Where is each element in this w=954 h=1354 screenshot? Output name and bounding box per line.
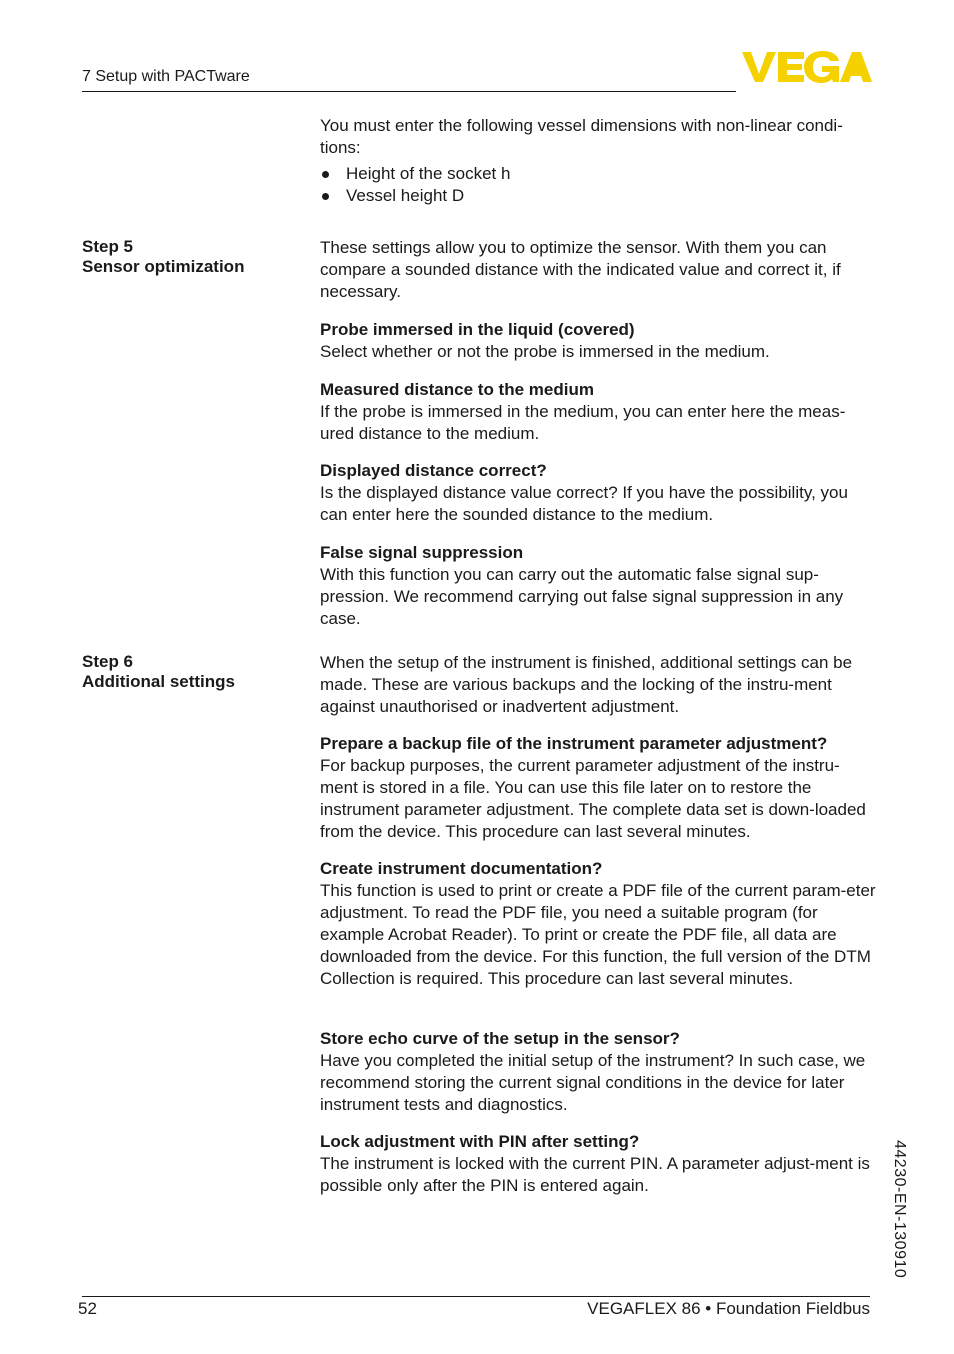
item-heading: Store echo curve of the setup in the sensor? bbox=[320, 1029, 680, 1048]
step5-title: Sensor optimization bbox=[82, 257, 245, 276]
step5-item-probe-immersed bbox=[320, 319, 876, 363]
item-text: If the probe is immersed in the medium, you can enter here the meas-ured distance to the medium. bbox=[320, 402, 846, 443]
step6-item-backup bbox=[320, 733, 876, 843]
step5-item-measured-distance bbox=[320, 379, 876, 445]
item-text: Have you completed the initial setup of the instrument? In such case, we recommend storing the current signal conditions in the device for later instrument tests and diagnostics. bbox=[320, 1051, 866, 1114]
step5-label bbox=[82, 237, 244, 277]
item-heading: Displayed distance correct? bbox=[320, 461, 547, 480]
step6-item-documentation bbox=[320, 858, 876, 990]
step6-item-lock-pin bbox=[320, 1131, 876, 1197]
document-id: 44230-EN-130910 bbox=[891, 1140, 908, 1279]
footer-rule bbox=[82, 1296, 870, 1297]
vessel-dimension-list bbox=[320, 163, 510, 207]
item-heading: False signal suppression bbox=[320, 543, 524, 562]
item-text: Select whether or not the probe is immersed in the medium. bbox=[320, 342, 770, 361]
item-text: The instrument is locked with the current PIN. A parameter adjust-ment is possible only after the PIN is entered again. bbox=[320, 1154, 870, 1195]
step5-number: Step 5 bbox=[82, 237, 134, 256]
intro-paragraph bbox=[320, 115, 876, 159]
footer-product: VEGAFLEX 86 • Foundation Fieldbus bbox=[587, 1299, 870, 1318]
intro-text: You must enter the following vessel dimensions with non-linear condi-tions: bbox=[320, 116, 843, 157]
item-text: Is the displayed distance value correct? If you have the possibility, you can enter here the sounded distance to the medium. bbox=[320, 483, 848, 524]
step6-intro-text: When the setup of the instrument is finished, additional settings can be made. These are various backups and the locking of the instru-ment against unauthorised or inadvertent adjustment. bbox=[320, 653, 853, 716]
item-text: With this function you can carry out the automatic false signal sup-pression. We recommend carrying out false signal suppression in any case. bbox=[320, 565, 844, 628]
header-rule bbox=[82, 91, 736, 92]
item-heading: Probe immersed in the liquid (covered) bbox=[320, 320, 635, 339]
item-heading: Prepare a backup file of the instrument parameter adjustment? bbox=[320, 734, 828, 753]
item-heading: Measured distance to the medium bbox=[320, 380, 594, 399]
step5-item-false-signal bbox=[320, 542, 876, 630]
item-text: For backup purposes, the current parameter adjustment of the instru-ment is stored in a file. You can use this file later on to restore the instrument parameter adjustment. The complete data set is down-loaded from the device. This procedure can last several minutes. bbox=[320, 756, 866, 841]
step6-title: Additional settings bbox=[82, 672, 235, 691]
step6-number: Step 6 bbox=[82, 652, 134, 671]
list-item: Height of the socket h bbox=[320, 163, 510, 185]
step6-intro bbox=[320, 652, 876, 718]
vega-logo bbox=[742, 50, 872, 84]
step6-label bbox=[82, 652, 235, 692]
item-text: This function is used to print or create a PDF file of the current param-eter adjustment. To read the PDF file, you need a suitable program (for example Acrobat Reader). To print or create the PDF file, all data are downloaded from the device. For this function, the full version of the DTM Collection is required. This procedure can last several minutes. bbox=[320, 881, 876, 988]
step5-item-displayed-distance bbox=[320, 460, 876, 526]
step5-intro-text: These settings allow you to optimize the sensor. With them you can compare a sounded distance with the indicated value and correct it, if necessary. bbox=[320, 238, 841, 301]
item-heading: Lock adjustment with PIN after setting? bbox=[320, 1132, 640, 1151]
item-heading: Create instrument documentation? bbox=[320, 859, 603, 878]
running-header: 7 Setup with PACTware bbox=[82, 68, 250, 85]
list-item: Vessel height D bbox=[320, 185, 510, 207]
step5-intro bbox=[320, 237, 876, 303]
page-number: 52 bbox=[78, 1299, 97, 1318]
step6-item-echo-curve bbox=[320, 1028, 876, 1116]
